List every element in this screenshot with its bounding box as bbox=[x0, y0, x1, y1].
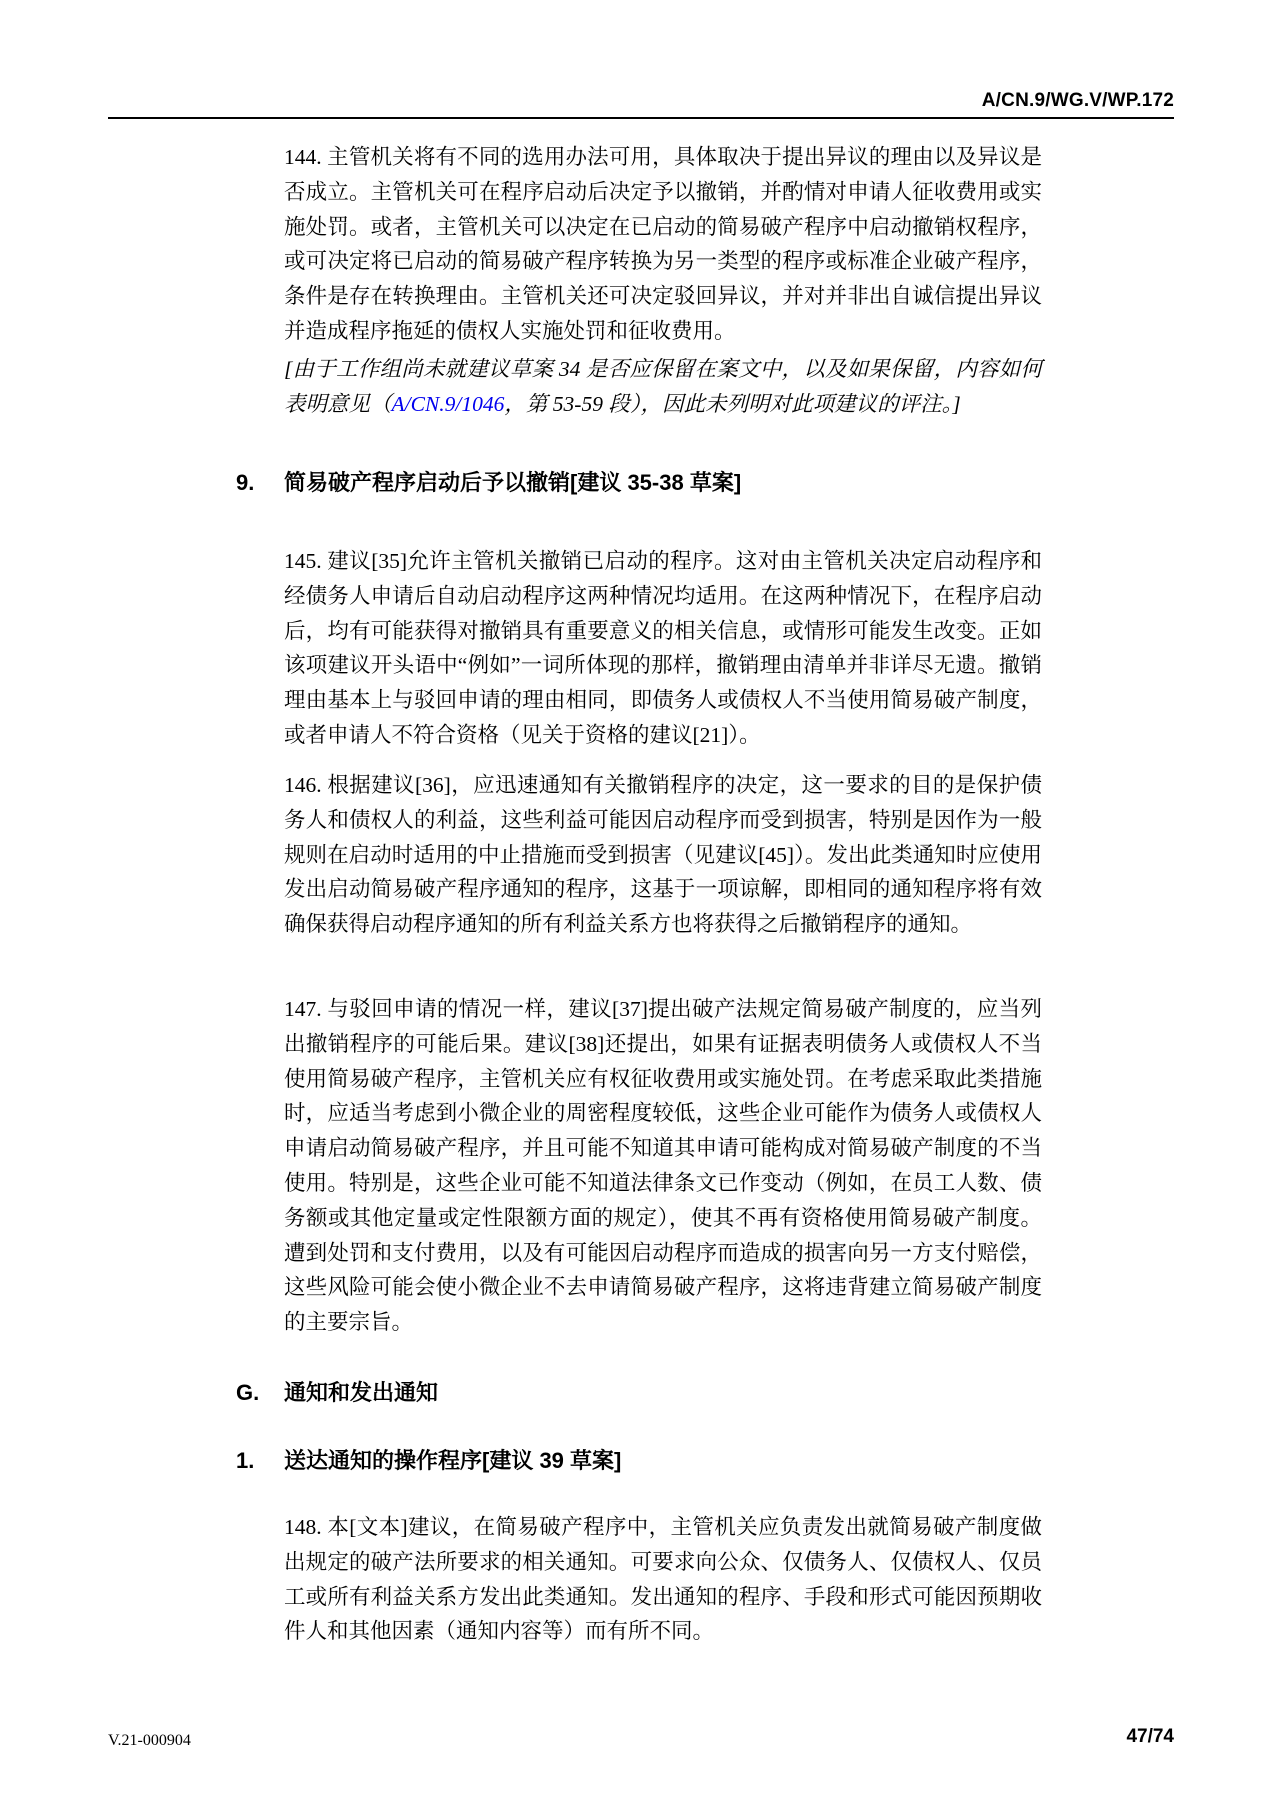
section-heading-9-number: 9. bbox=[236, 470, 255, 495]
paragraph-145: 145. 建议[35]允许主管机关撤销已启动的程序。这对由主管机关决定启动程序和经债务人申请后自动启动程序这两种情况均适用。在这两种情况下，在程序启动后，均有可能获得对撤销具有重要意义的相关信息，或情形可能发生改变。正如该项建议开头语中“例如”一词所体现的那样，撤销理由清单并非详尽无遗。撤销理由基本上与驳回申请的理由相同，即债务人或债权人不当使用简易破产制度，或者申请人不符合资格（见关于资格的建议[21]）。 bbox=[284, 549, 1042, 747]
footer-job-number: V.21-000904 bbox=[108, 1732, 191, 1749]
document-reference-link[interactable]: A/CN.9/1046 bbox=[391, 392, 505, 416]
paragraph-144: 144. 主管机关将有不同的选用办法可用，具体取决于提出异议的理由以及异议是否成立。主管机关可在程序启动后决定予以撤销，并酌情对申请人征收费用或实施处罚。或者，主管机关可以决定在已启动的简易破产程序中启动撤销权程序，或可决定将已启动的简易破产程序转换为另一类型的程序或标准企业破产程序，条件是存在转换理由。主管机关还可决定驳回异议，并对并非出自诚信提出异议并造成程序拖延的债权人实施处罚和征收费用。 bbox=[284, 145, 1042, 343]
subsection-heading-1 bbox=[236, 1446, 1066, 1476]
subsection-heading-1-title: 送达通知的操作程序[建议 39 草案] bbox=[284, 1448, 622, 1473]
header-rule bbox=[108, 117, 1174, 119]
paragraph-147: 147. 与驳回申请的情况一样，建议[37]提出破产法规定简易破产制度的，应当列出撤销程序的可能后果。建议[38]还提出，如果有证据表明债务人或债权人不当使用简易破产程序，主管机关应有权征收费用或实施处罚。在考虑采取此类措施时，应适当考虑到小微企业的周密程度较低，这些企业可能作为债务人或债权人申请启动简易破产程序，并且可能不知道其申请可能构成对简易破产制度的不当使用。特别是，这些企业可能不知道法律条文已作变动（例如，在员工人数、债务额或其他定量或定性限额方面的规定），使其不再有资格使用简易破产制度。遭到处罚和支付费用，以及有可能因启动程序而造成的损害向另一方支付赔偿，这些风险可能会使小微企业不去申请简易破产程序，这将违背建立简易破产制度的主要宗旨。 bbox=[284, 997, 1042, 1335]
section-heading-9 bbox=[236, 468, 1066, 498]
paragraph-148: 148. 本[文本]建议，在简易破产程序中，主管机关应负责发出就简易破产制度做出规定的破产法所要求的相关通知。可要求向公众、仅债务人、仅债权人、仅员工或所有利益关系方发出此类通知。发出通知的程序、手段和形式可能因预期收件人和其他因素（通知内容等）而有所不同。 bbox=[284, 1515, 1042, 1644]
section-heading-9-title: 简易破产程序启动后予以撤销[建议 35-38 草案] bbox=[284, 470, 742, 495]
drafting-note-text-before-link: [由于工作组尚未就建议草案 34 是否应保留在案文中，以及如果保留，内容如何表明意见（ bbox=[284, 357, 1042, 416]
section-heading-g bbox=[236, 1378, 1066, 1408]
subsection-heading-1-number: 1. bbox=[236, 1448, 255, 1473]
drafting-note bbox=[284, 352, 1042, 422]
drafting-note-text-after-link: ，第 53-59 段），因此未列明对此项建议的评注。] bbox=[504, 392, 961, 416]
footer-page-number: 47/74 bbox=[1126, 1726, 1174, 1747]
section-heading-g-number: G. bbox=[236, 1380, 260, 1405]
paragraph-146: 146. 根据建议[36]，应迅速通知有关撤销程序的决定，这一要求的目的是保护债务人和债权人的利益，这些利益可能因启动程序而受到损害，特别是因作为一般规则在启动时适用的中止措施而受到损害（见建议[45]）。发出此类通知时应使用发出启动简易破产程序通知的程序，这基于一项谅解，即相同的通知程序将有效确保获得启动程序通知的所有利益关系方也将获得之后撤销程序的通知。 bbox=[284, 773, 1042, 937]
section-heading-g-title: 通知和发出通知 bbox=[284, 1380, 439, 1405]
document-symbol: A/CN.9/WG.V/WP.172 bbox=[981, 90, 1174, 111]
